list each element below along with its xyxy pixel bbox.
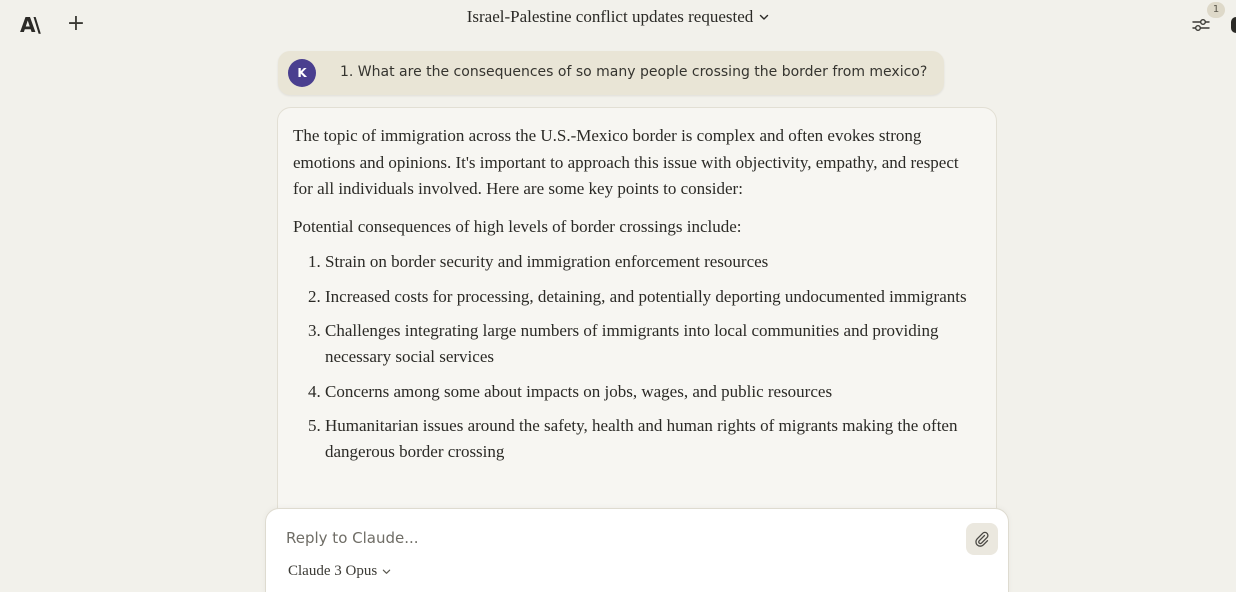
list-item-text: Concerns among some about impacts on jobs, wages, and public resources	[325, 381, 833, 401]
list-item-number: 2.	[308, 286, 321, 306]
anthropic-logo[interactable]: A\	[20, 13, 39, 37]
list-item-text: Increased costs for processing, detaining, and potentially deporting undocumented immigrants	[325, 286, 967, 306]
list-item-text: Challenges integrating large numbers of immigrants into local communities and providing necessary social services	[325, 321, 939, 366]
avatar: K	[288, 59, 316, 87]
list-item-number: 5.	[308, 416, 321, 435]
user-message-text: 1. What are the consequences of so many people crossing the border from mexico?	[340, 64, 928, 80]
chat-title-dropdown[interactable]	[0, 6, 1236, 28]
list-item-number: 1.	[308, 252, 321, 271]
model-label: Claude 3 Opus	[288, 563, 378, 579]
reply-composer	[265, 508, 1009, 592]
assistant-message	[277, 107, 997, 527]
consequences-list	[293, 249, 968, 465]
list-item	[293, 284, 968, 310]
sliders-icon	[1190, 15, 1212, 35]
assistant-intro: The topic of immigration across the U.S.-Mexico border is complex and often evokes strong emotions and opinions. It's important to approach this issue with objectivity, empathy, and respect for all individuals involved. Here are some key points to consider:	[293, 126, 959, 198]
list-item	[293, 379, 968, 405]
assistant-list-heading: Potential consequences of high levels of border crossings include:	[293, 216, 742, 236]
settings-button[interactable]	[1190, 15, 1212, 35]
attach-file-button[interactable]	[966, 523, 998, 555]
list-item	[293, 249, 968, 275]
list-item-text: Strain on border security and immigration enforcement resources	[325, 252, 769, 271]
list-item-text: Humanitarian issues around the safety, health and human rights of migrants making the often dangerous border crossing	[325, 416, 958, 461]
settings-badge: 1	[1207, 2, 1225, 18]
user-message	[278, 51, 944, 95]
chat-title: Israel-Palestine conflict updates requested	[466, 7, 754, 26]
list-item-number: 4.	[308, 381, 321, 401]
reply-input[interactable]	[286, 527, 956, 549]
model-selector[interactable]	[288, 563, 391, 580]
list-item	[293, 413, 968, 465]
chevron-down-icon	[382, 567, 391, 576]
paperclip-icon	[974, 531, 990, 547]
list-item-number: 3.	[308, 321, 321, 340]
chevron-down-icon	[759, 12, 769, 22]
edge-indicator	[1231, 17, 1236, 33]
plus-icon: +	[66, 11, 86, 36]
list-item	[293, 318, 968, 370]
